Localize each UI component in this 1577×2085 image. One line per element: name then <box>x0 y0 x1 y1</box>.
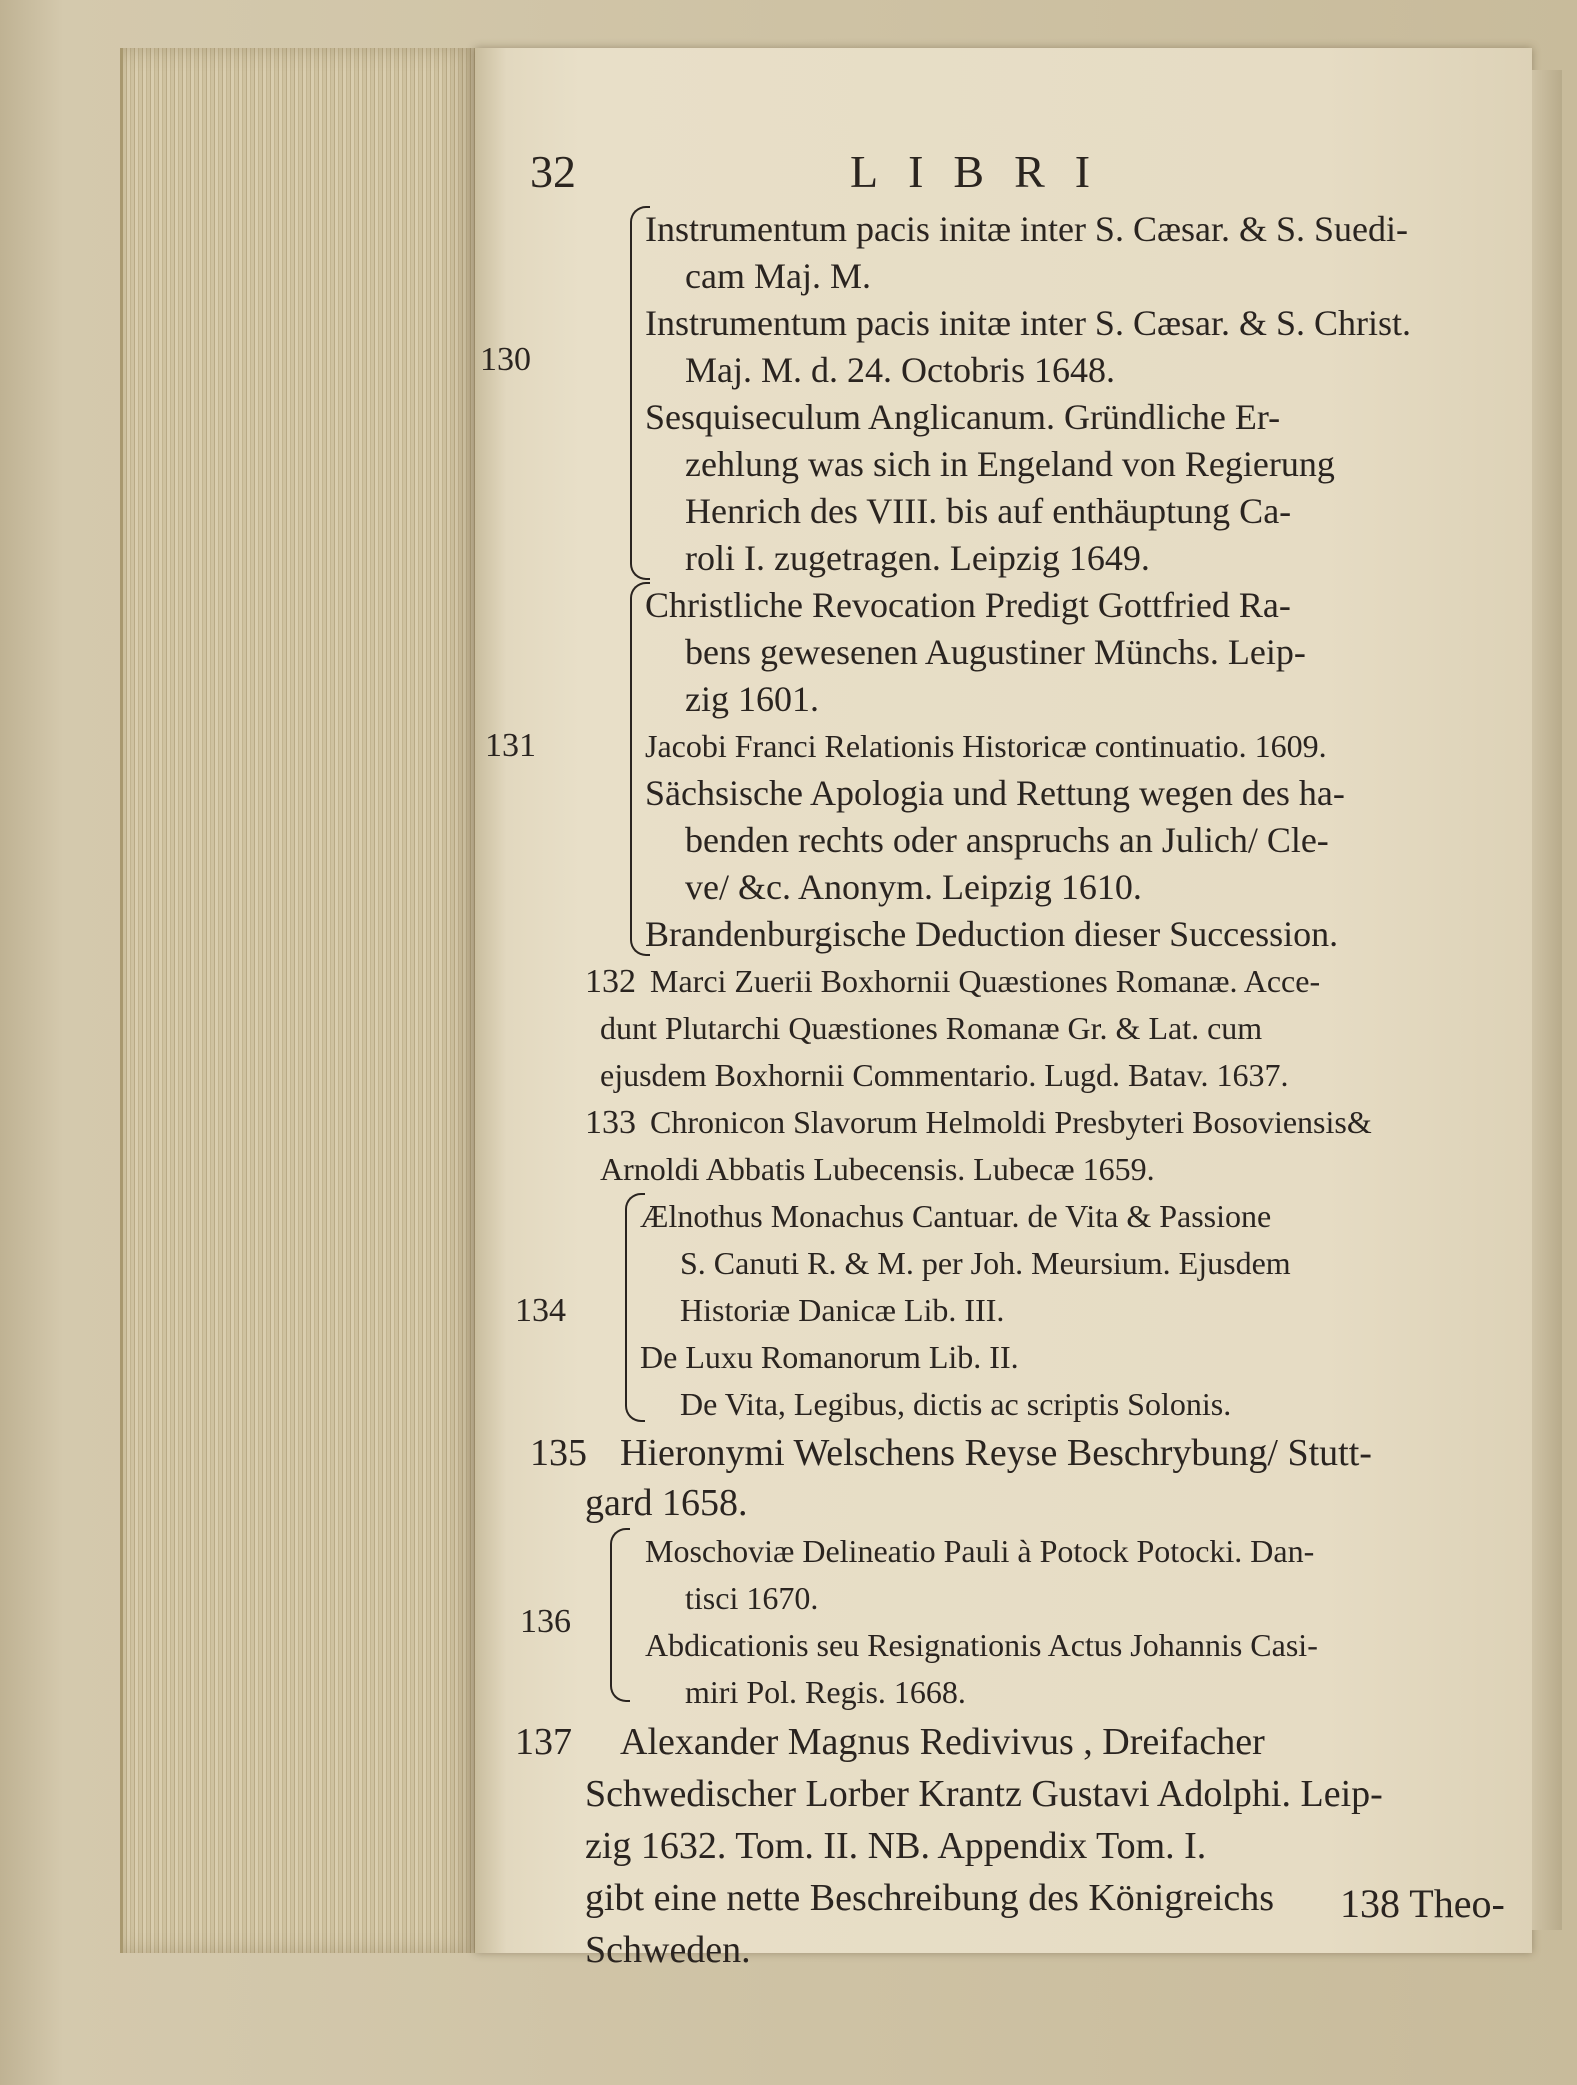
entry-line: Instrumentum pacis initæ inter S. Cæsar. & S. Christ. <box>645 303 1412 343</box>
entry-line: De Vita, Legibus, dictis ac scriptis Solonis. <box>680 1386 1232 1422</box>
entry-group-131 <box>485 582 1530 958</box>
entry-line: benden rechts oder anspruchs an Julich/ Cle- <box>685 820 1329 860</box>
entry-line: Marci Zuerii Boxhornii Quæstiones Romanæ. Acce- <box>650 963 1321 999</box>
entry-line: Brandenburgische Deduction dieser Succession. <box>645 914 1339 954</box>
entry-line: roli I. zugetragen. Leipzig 1649. <box>685 538 1150 578</box>
entry-group-134 <box>500 1193 1530 1428</box>
entry-line: Abdicationis seu Resignationis Actus Johannis Casi- <box>645 1627 1318 1663</box>
entry-number: 133 <box>585 1104 636 1141</box>
entry-line: Sächsische Apologia und Rettung wegen des ha- <box>645 773 1345 813</box>
entry-line: ejusdem Boxhornii Commentario. Lugd. Batav. 1637. <box>600 1057 1289 1093</box>
entry-line: zehlung was sich in Engeland von Regierung <box>685 444 1335 484</box>
entry-number: 135 <box>530 1432 587 1474</box>
entry-line: Ælnothus Monachus Cantuar. de Vita & Passione <box>640 1198 1272 1234</box>
entry-line: miri Pol. Regis. 1668. <box>685 1674 966 1710</box>
facing-page-edge <box>1532 70 1562 1930</box>
entry-line: gibt eine nette Beschreibung des Königreichs <box>585 1877 1275 1919</box>
brace <box>610 1528 630 1702</box>
entry-number: 136 <box>520 1603 571 1640</box>
entry-group-135 <box>500 1428 1530 1528</box>
book-fore-edge <box>120 48 478 1953</box>
entry-group-132 <box>500 958 1530 1099</box>
entry-line: Christliche Revocation Predigt Gottfried Ra- <box>645 585 1291 625</box>
entry-group-130 <box>480 206 1530 582</box>
entry-line: tisci 1670. <box>685 1580 819 1616</box>
entry-line: Schweden. <box>585 1929 751 1971</box>
entry-line: Moschoviæ Delineatio Pauli à Potock Potocki. Dan- <box>645 1533 1315 1569</box>
entry-line: cam Maj. M. <box>685 256 871 296</box>
entry-number: 130 <box>480 341 531 378</box>
entry-group-137 <box>500 1716 1530 1976</box>
entry-line: Sesquiseculum Anglicanum. Gründliche Er- <box>645 397 1281 437</box>
entry-number: 131 <box>485 727 536 764</box>
entry-line: Historiæ Danicæ Lib. III. <box>680 1292 1005 1328</box>
entry-line: Hieronymi Welschens Reyse Beschrybung/ Stutt- <box>620 1432 1372 1474</box>
running-title: LIBRI <box>850 146 1121 197</box>
entry-line: Schwedischer Lorber Krantz Gustavi Adolphi. Leip- <box>585 1773 1383 1815</box>
entry-line: Chronicon Slavorum Helmoldi Presbyteri Bosoviensis& <box>650 1104 1372 1140</box>
entry-line: Instrumentum pacis initæ inter S. Cæsar. & S. Suedi- <box>645 209 1408 249</box>
entry-line: Alexander Magnus Redivivus , Dreifacher <box>620 1721 1265 1763</box>
entry-group-133 <box>500 1099 1530 1193</box>
entry-line: zig 1601. <box>685 679 819 719</box>
entry-line: Jacobi Franci Relationis Historicæ continuatio. 1609. <box>645 728 1327 764</box>
entry-group-136 <box>500 1528 1530 1716</box>
entry-line: dunt Plutarchi Quæstiones Romanæ Gr. & Lat. cum <box>600 1010 1263 1046</box>
entry-line: Arnoldi Abbatis Lubecensis. Lubecæ 1659. <box>600 1151 1155 1187</box>
entry-line: ve/ &c. Anonym. Leipzig 1610. <box>685 867 1142 907</box>
entry-line: Maj. M. d. 24. Octobris 1648. <box>685 350 1115 390</box>
catchword: 138 Theo- <box>1340 1881 1505 1926</box>
entry-line: zig 1632. Tom. II. NB. Appendix Tom. I. <box>585 1825 1207 1867</box>
catalogue-entries <box>480 206 1530 1976</box>
entry-number: 132 <box>585 963 636 1000</box>
entry-number: 137 <box>515 1721 572 1763</box>
page-number: 32 <box>530 146 576 197</box>
page-header <box>530 145 1530 205</box>
entry-line: bens gewesenen Augustiner Münchs. Leip- <box>685 632 1306 672</box>
entry-line: gard 1658. <box>585 1482 748 1524</box>
entry-line: S. Canuti R. & M. per Joh. Meursium. Ejusdem <box>680 1245 1291 1281</box>
entry-number: 134 <box>515 1292 566 1329</box>
entry-line: De Luxu Romanorum Lib. II. <box>640 1339 1019 1375</box>
entry-line: Henrich des VIII. bis auf enthäuptung Ca- <box>685 491 1292 531</box>
